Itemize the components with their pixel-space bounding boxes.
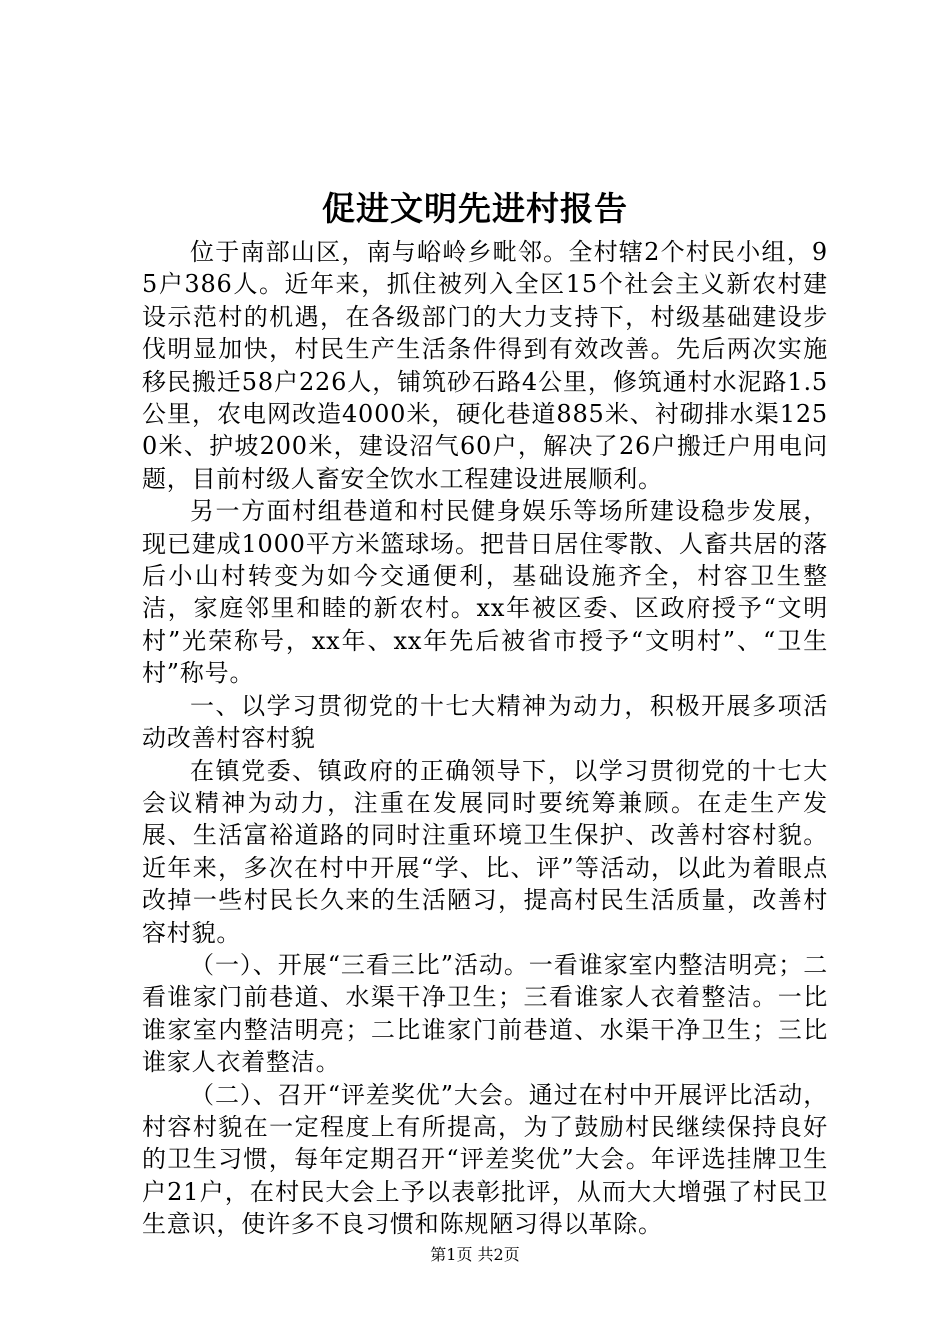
paragraph-section-1: 在镇党委、镇政府的正确领导下，以学习贯彻党的十七大会议精神为动力，注重在发展同时要统筹兼顾。在走生产发展、生活富裕道路的同时注重环境卫生保护、改善村容村貌。近年来，多次在村中开展“学、比、评”等活动，以此为着眼点改掉一些村民长久来的生活陋习，提高村民生活质量，改善村容村貌。 [142,756,828,947]
section-heading-1: 一、以学习贯彻党的十七大精神为动力，积极开展多项活动改善村容村貌 [142,691,828,753]
document-body [142,236,828,1241]
paragraph-intro: 位于南部山区，南与峪岭乡毗邻。全村辖2个村民小组，95户386人。近年来，抓住被列入全区15个社会主义新农村建设示范村的机遇，在各级部门的大力支持下，村级基础建设步伐明显加快，村民生产生活条件得到有效改善。先后两次实施移民搬迁58户226人，铺筑砂石路4公里，修筑通村水泥路1.5公里，农电网改造4000米，硬化巷道885米、衬砌排水渠1250米、护坡200米，建设沼气60户，解决了26户搬迁户用电问题，目前村级人畜安全饮水工程建设进展顺利。 [142,238,828,493]
document-title: 促进文明先进村报告 [322,189,628,228]
page-footer: 第1页 共2页 [430,1245,520,1264]
paragraph-subsection-1: （一）、开展“三看三比”活动。一看谁家室内整洁明亮；二看谁家门前巷道、水渠干净卫生；三看谁家人衣着整洁。一比谁家室内整洁明亮；二比谁家门前巷道、水渠干净卫生；三比谁家人衣着整洁。 [142,950,828,1077]
paragraph-achievements: 另一方面村组巷道和村民健身娱乐等场所建设稳步发展，现已建成1000平方米篮球场。把昔日居住零散、人畜共居的落后小山村转变为如今交通便利，基础设施齐全，村容卫生整洁，家庭邻里和睦的新农村。xx年被区委、区政府授予“文明村”光荣称号，xx年、xx年先后被省市授予“文明村”、“卫生村”称号。 [142,497,828,688]
paragraph-subsection-2: （二）、召开“评差奖优”大会。通过在村中开展评比活动，村容村貌在一定程度上有所提高，为了鼓励村民继续保持良好的卫生习惯，每年定期召开“评差奖优”大会。年评选挂牌卫生户21户，在村民大会上予以表彰批评，从而大大增强了村民卫生意识，使许多不良习惯和陈规陋习得以革除。 [142,1080,828,1239]
